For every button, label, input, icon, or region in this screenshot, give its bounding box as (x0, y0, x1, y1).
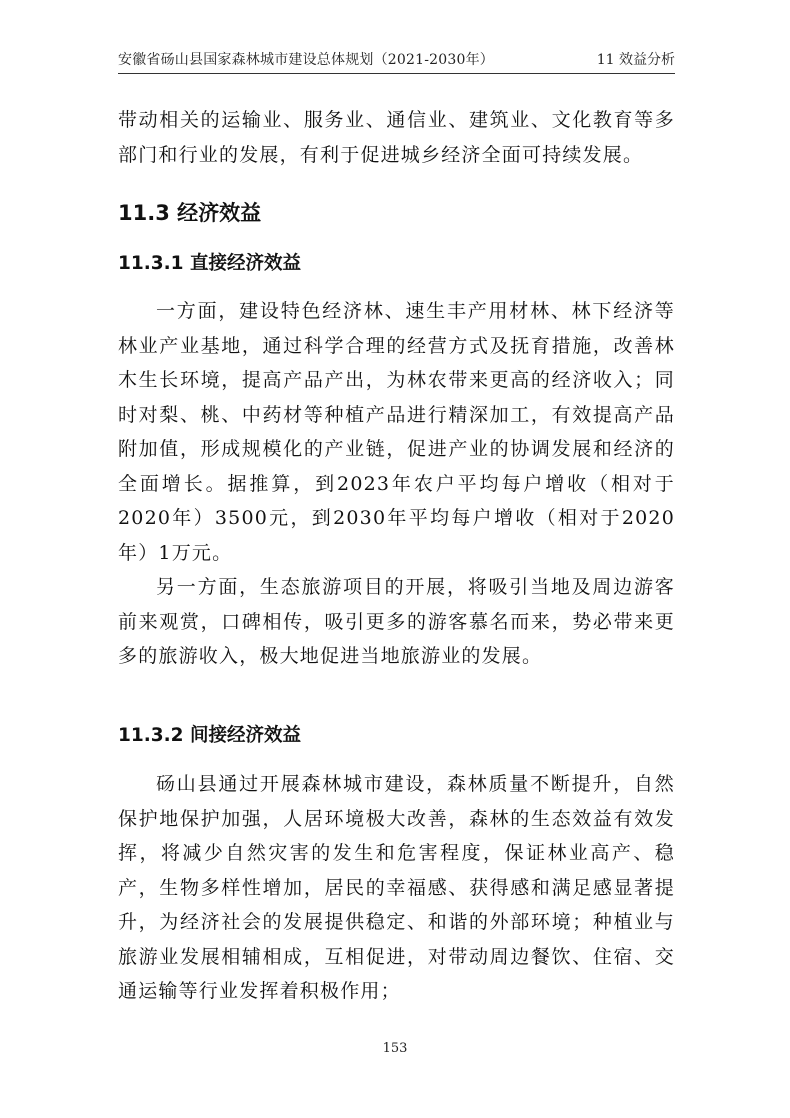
page-number: 153 (382, 1041, 408, 1056)
subsection-2-heading: 11.3.2 间接经济效益 (118, 725, 301, 746)
subsection-1-heading: 11.3.1 直接经济效益 (118, 253, 301, 274)
subsection-1-paragraph-2: 另一方面，生态旅游项目的开展，将吸引当地及周边游客前来观赏，口碑相传，吸引更多的游客慕名而来，势必带来更多的旅游收入，极大地促进当地旅游业的发展。 (118, 576, 675, 667)
subsection-2-paragraph-1: 砀山县通过开展森林城市建设，森林质量不断提升，自然保护地保护加强，人居环境极大改善，森林的生态效益有效发挥，将减少自然灾害的发生和危害程度，保证林业高产、稳产，生物多样性增加，居民的幸福感、获得感和满足感显著提升，为经济社会的发展提供稳定、和谐的外部环境；种植业与旅游业发展相辅相成，互相促进，对带动周边餐饮、住宿、交通运输等行业发挥着积极作用； (118, 773, 675, 1002)
subsection-2-body (118, 767, 675, 1009)
running-header (118, 50, 675, 72)
subsection-1-body (118, 294, 675, 674)
subsection-1-paragraph-1: 一方面，建设特色经济林、速生丰产用材林、林下经济等林业产业基地，通过科学合理的经营方式及抚育措施，改善林木生长环境，提高产品产出，为林农带来更高的经济收入；同时对梨、桃、中药材等种植产品进行精深加工，有效提高产品附加值，形成规模化的产业链，促进产业的协调发展和经济的全面增长。据推算，到2023年农户平均每户增收（相对于2020年）3500元，到2030年平均每户增收（相对于2020年）1万元。 (118, 300, 675, 564)
header-divider (118, 73, 675, 74)
intro-paragraph: 带动相关的运输业、服务业、通信业、建筑业、文化教育等多部门和行业的发展，有利于促进城乡经济全面可持续发展。 (118, 109, 675, 166)
intro-paragraph-block (118, 103, 675, 172)
header-document-title: 安徽省砀山县国家森林城市建设总体规划（2021-2030年） (118, 52, 494, 68)
section-heading: 11.3 经济效益 (118, 201, 262, 225)
header-chapter-title: 11 效益分析 (596, 52, 675, 68)
